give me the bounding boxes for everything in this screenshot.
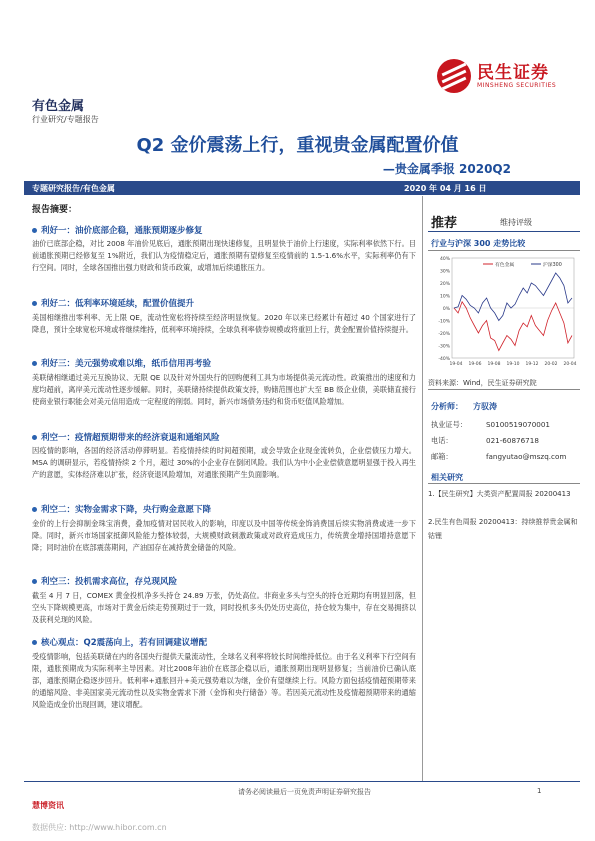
industry-label: 有色金属 [32,99,85,114]
bullet-icon [32,361,37,366]
company-logo [437,58,577,94]
report-subtitle: —贵金属季报 2020Q2 [382,162,511,176]
y-tick-label: -40% [438,357,450,362]
section-text: 美国相继推出零利率、无上限 QE，流动性宽松将持续至经济明显恢复。2020 年以来已经累计有超过 40 个国家进行了降息，预计全球宽松环境或将继续维持，低利率环境持续，全球负利率债券规模或将重回上行，黄金配置价值持续提升。 [32,313,416,335]
watermark-url: 数据供应: http://www.hibor.com.cn [32,823,167,832]
related-item[interactable]: 2.民生有色周报 20200413：持续推荐贵金属和钴锂 [428,518,578,540]
legend-label: 沪深300 [543,263,562,268]
divider [428,389,580,390]
analyst-phone-label: 电话： [431,436,453,445]
analyst-phone-value: 021-60876718 [486,436,539,445]
analyst-license-label: 执业证号： [431,420,467,429]
bullet-icon [32,507,37,512]
section-title: 利空一：疫情超预期带来的经济衰退和通缩风险 [32,431,220,443]
related-heading: 相关研究 [431,473,463,482]
section-title: 利空三：投机需求高位，存兑现风险 [32,575,177,587]
analyst-email-label: 邮箱： [431,452,453,461]
legend-label: 有色金属 [495,263,515,268]
summary-heading: 报告摘要： [32,205,78,215]
logo-mark-icon [437,59,471,93]
y-tick-label: 40% [439,257,450,262]
series-line [454,302,572,351]
bullet-icon [32,640,37,645]
logo-name: 民生证券 [477,62,549,83]
y-tick-label: -20% [438,332,450,337]
analyst-license-value: S0100519070001 [486,420,551,429]
bullet-icon [32,228,37,233]
y-tick-label: 20% [439,282,450,287]
x-tick-label: 20-04 [563,362,577,367]
rating-sub: 维持评级 [500,218,532,227]
series-line [454,273,572,321]
section-text: 金价的上行会抑制金珠宝消费，叠加疫情对居民收入的影响，印度以及中国等传统金饰消费国后续实物消费或进一步下降。同时，新兴市场国家抵御风险能力整体较弱，大规模财政刺激政策或对政府造成压力，传统黄金增持国增持意愿下降；同时油价在底部震荡期间，产油国存在减持黄金储备的风险。 [32,519,416,553]
divider [428,483,580,484]
section-title: 利好一：油价底部企稳，通胀预期逐步修复 [32,224,203,236]
x-tick-label: 19-04 [449,362,463,367]
section-text: 因疫情的影响，各国的经济活动停滞明显。若疫情持续的时间超预期，或会导致企业现金流转负，企业偿债压力增大。MSA 的调研显示，若疫情持续 2 个月，超过 30%的小企业存在倒闭风险。我们认为中小企业偿债意愿明显强于投入再生产的意愿，实体经济难以扩张，经济衰退风险增加，对通胀预期产生负面影响。 [32,446,416,480]
divider [428,231,580,232]
x-tick-label: 19-06 [468,362,482,367]
section-title: 利空二：实物金需求下降，央行购金意愿下降 [32,503,211,515]
section-text: 美联储相继通过美元互换协议、无限 QE 以及针对外国央行的回购便利工具为市场提供美元流动性。政策推出的速度和力度均超前，离岸美元流动性逐步缓解。同时，美联储持续提供政策支持，购储范围也扩大至 BB 级企业债，美联储直接行使商业银行职能会对美元信用造成一定程度的削弱。同时，新兴市场债务违约和货币贬值风险增加。 [32,373,416,407]
analyst-heading: 分析师： [431,402,463,411]
rating-label: 推荐 [431,216,458,231]
logo-name-en: MINSHENG SECURITIES [477,81,557,89]
page-number: 1 [537,787,542,795]
header-bar [24,181,580,195]
section-title: 利好三：美元强势或难以维，纸币信用再考验 [32,357,211,369]
section-text: 油价已底部企稳，对比 2008 年油价见底后，通胀预期出现快速修复，且明显快于油价上行速度，实际利率依然下行。目前通胀预期已经修复至 1%附近，我们认为疫情稳定后，通胀预期有望修复至疫情前的 1.5-1.6%水平，实际利率仍有下行空间。同时，全球各国推出强力财政和货币政策，或增加后续通胀压力。 [32,239,416,273]
x-tick-label: 19-08 [487,362,501,367]
section-text: 截至 4 月 7 日，COMEX 黄金投机净多头持仓 24.89 万张，仍处高位。非商业多头与空头的持仓近期均有明显回落，但空头下降规模更高，市场对于黄金后续走势预期过于一致，同时投机多头仍处历史高位，持仓较为集中，存在交易拥挤以及获利兑现的风险。 [32,591,416,625]
x-tick-label: 19-10 [506,362,520,367]
divider [428,250,580,251]
section-title: 利好二：低利率环境延续，配置价值提升 [32,297,194,309]
bar-category: 专题研究报告/有色金属 [32,184,115,193]
chart-source: 资料来源：Wind，民生证券研究院 [428,379,537,387]
bullet-icon [32,301,37,306]
bullet-icon [32,579,37,584]
y-tick-label: 10% [439,294,450,300]
watermark-brand: 慧博资讯 [32,801,64,810]
y-tick-label: 30% [439,269,450,275]
analyst-name: 方驭涛 [473,402,497,411]
column-divider [422,196,423,781]
bullet-icon [32,435,37,440]
chart-title: 行业与沪深 300 走势比较 [431,239,526,248]
y-tick-label: -30% [438,344,450,350]
report-type: 行业研究/专题报告 [32,115,99,124]
report-title: Q2 金价震荡上行，重视贵金属配置价值 [136,135,459,156]
y-tick-label: 0% [442,307,450,312]
footer-divider [24,781,580,782]
section-title: 核心观点：Q2震荡向上，若有回调建议增配 [32,636,207,648]
performance-chart [428,252,580,374]
bar-date: 2020 年 04 月 16 日 [404,184,487,193]
analyst-email-value[interactable]: fangyutao@mszq.com [486,452,567,461]
x-tick-label: 19-12 [525,362,539,367]
footer-disclaimer: 请务必阅读最后一页免责声明证券研究报告 [238,788,371,796]
y-tick-label: -10% [438,319,450,325]
section-text: 受疫情影响，包括美联储在内的各国央行提供天量流动性，全球名义利率将较长时间维持低位。由于名义利率下行空间有限，通胀预期成为实际利率主导因素。对比2008年油价在底部企稳以后，通胀预期出现明显修复；当前油价已确认底部，通胀预期企稳逐步回升。低利率+通胀回升+美元强势难以为继，金价有望继续上行。风险方面包括疫情超预期带来的通缩风险、非美国家美元流动性以及实物金需求下滑（金饰和央行储备）等。若因美元流动性及疫情超预期带来的通缩风险造成金价出现回调，建议增配。 [32,652,416,710]
x-tick-label: 20-02 [544,362,558,367]
related-item[interactable]: 1.【民生研究】大类资产配置周报 20200413 [428,490,571,498]
